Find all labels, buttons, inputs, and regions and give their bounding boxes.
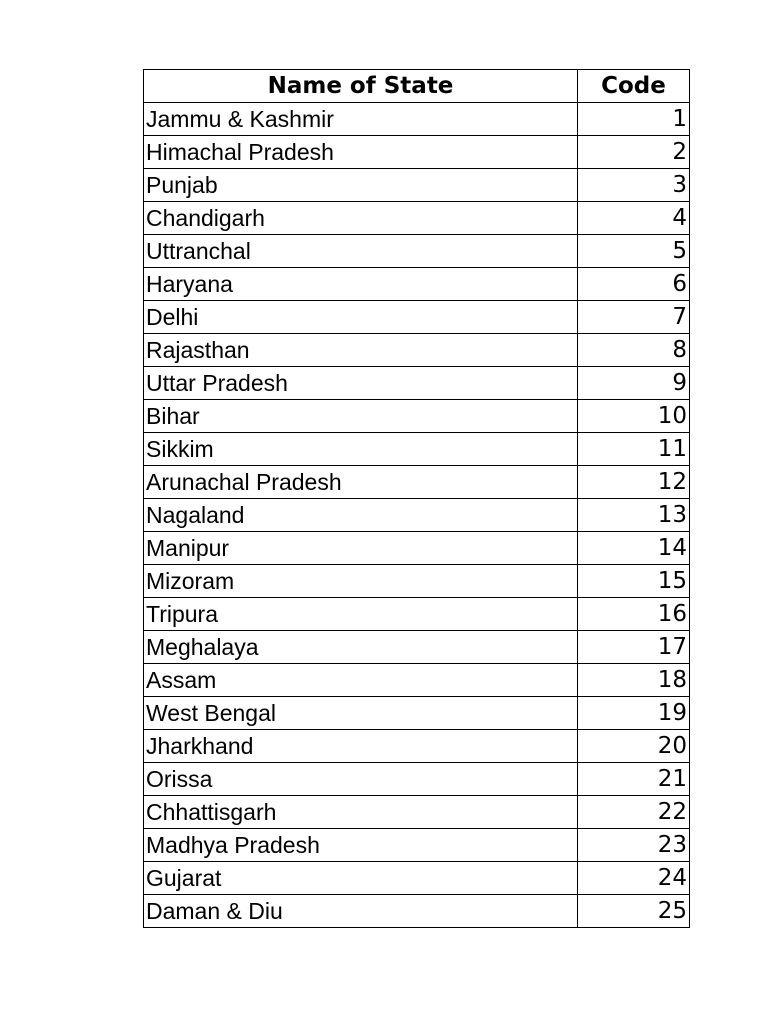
state-name-cell: Rajasthan	[144, 334, 578, 367]
state-code-cell: 17	[578, 631, 690, 664]
state-code-cell: 23	[578, 829, 690, 862]
table-row	[144, 763, 690, 796]
state-code-cell: 1	[578, 103, 690, 136]
state-code-cell: 12	[578, 466, 690, 499]
state-name-cell: Mizoram	[144, 565, 578, 598]
state-code-cell: 18	[578, 664, 690, 697]
state-code-cell: 6	[578, 268, 690, 301]
state-code-cell: 15	[578, 565, 690, 598]
header-code: Code	[578, 70, 690, 103]
table-row	[144, 202, 690, 235]
state-code-cell: 2	[578, 136, 690, 169]
table-row	[144, 565, 690, 598]
state-name-cell: Uttar Pradesh	[144, 367, 578, 400]
table-row	[144, 268, 690, 301]
state-name-cell: Chandigarh	[144, 202, 578, 235]
table-row	[144, 631, 690, 664]
state-code-cell: 8	[578, 334, 690, 367]
state-code-cell: 16	[578, 598, 690, 631]
state-code-cell: 24	[578, 862, 690, 895]
state-code-cell: 14	[578, 532, 690, 565]
state-name-cell: Himachal Pradesh	[144, 136, 578, 169]
table-row	[144, 334, 690, 367]
table-row	[144, 730, 690, 763]
state-code-cell: 11	[578, 433, 690, 466]
table-row	[144, 466, 690, 499]
state-name-cell: Bihar	[144, 400, 578, 433]
state-name-cell: Gujarat	[144, 862, 578, 895]
header-name-of-state: Name of State	[144, 70, 578, 103]
state-code-cell: 19	[578, 697, 690, 730]
table-body	[144, 103, 690, 928]
state-code-cell: 4	[578, 202, 690, 235]
state-name-cell: Daman & Diu	[144, 895, 578, 928]
state-code-cell: 25	[578, 895, 690, 928]
state-code-cell: 20	[578, 730, 690, 763]
state-name-cell: Punjab	[144, 169, 578, 202]
state-name-cell: Madhya Pradesh	[144, 829, 578, 862]
table-row	[144, 433, 690, 466]
table-row	[144, 829, 690, 862]
table-row	[144, 400, 690, 433]
state-name-cell: Jharkhand	[144, 730, 578, 763]
table-row	[144, 532, 690, 565]
table-header-row	[144, 70, 690, 103]
table-row	[144, 697, 690, 730]
state-name-cell: Tripura	[144, 598, 578, 631]
state-code-cell: 10	[578, 400, 690, 433]
table-row	[144, 103, 690, 136]
table-row	[144, 136, 690, 169]
table-row	[144, 169, 690, 202]
state-code-table	[143, 69, 690, 928]
state-name-cell: Jammu & Kashmir	[144, 103, 578, 136]
table-row	[144, 235, 690, 268]
state-name-cell: Haryana	[144, 268, 578, 301]
state-name-cell: Arunachal Pradesh	[144, 466, 578, 499]
state-code-cell: 9	[578, 367, 690, 400]
table-row	[144, 862, 690, 895]
state-code-cell: 3	[578, 169, 690, 202]
state-name-cell: Orissa	[144, 763, 578, 796]
state-name-cell: Uttranchal	[144, 235, 578, 268]
state-name-cell: Assam	[144, 664, 578, 697]
state-name-cell: Meghalaya	[144, 631, 578, 664]
table-row	[144, 664, 690, 697]
state-code-cell: 5	[578, 235, 690, 268]
table-row	[144, 301, 690, 334]
state-code-cell: 22	[578, 796, 690, 829]
state-name-cell: Chhattisgarh	[144, 796, 578, 829]
state-name-cell: Nagaland	[144, 499, 578, 532]
state-code-cell: 7	[578, 301, 690, 334]
state-code-cell: 13	[578, 499, 690, 532]
state-code-cell: 21	[578, 763, 690, 796]
state-name-cell: Delhi	[144, 301, 578, 334]
table-row	[144, 499, 690, 532]
table-row	[144, 367, 690, 400]
state-name-cell: Manipur	[144, 532, 578, 565]
table-row	[144, 598, 690, 631]
state-name-cell: West Bengal	[144, 697, 578, 730]
table-row	[144, 895, 690, 928]
table-row	[144, 796, 690, 829]
state-code-sheet	[143, 69, 690, 928]
state-name-cell: Sikkim	[144, 433, 578, 466]
